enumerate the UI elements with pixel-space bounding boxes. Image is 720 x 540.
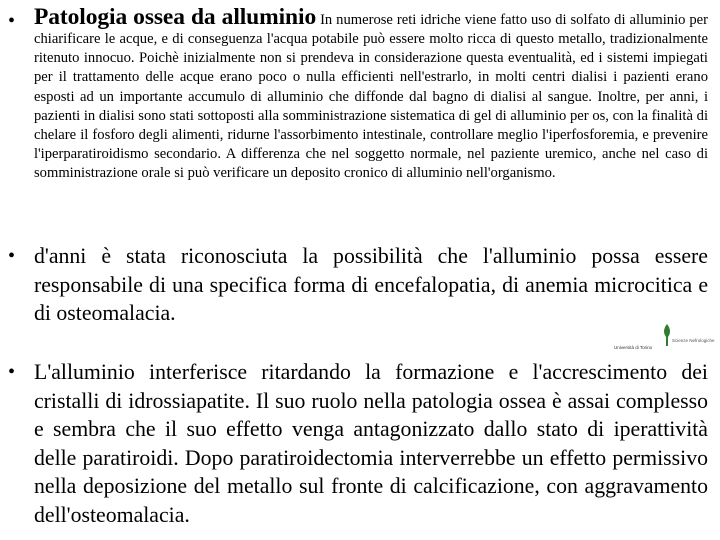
stem-icon [666,334,668,346]
university-logo [612,320,715,354]
bullet-2-paragraph: d'anni è stata riconosciuta la possibilità che l'alluminio possa essere responsabile di una specifica forma di encefalopatia, di anemia microcitica e di osteomalacia. [34,244,708,325]
bullet-marker: • [8,361,16,383]
logo-graphic [612,320,715,354]
bullet-marker: • [8,245,16,267]
bullet-1-text: In numerose reti idriche viene fatto uso di solfato di alluminio per chiarificare le acque, e di conseguenza l'acqua potabile può essere molto ricca di questo metallo, tradizionalmente ritenuto innocuo. Poichè inizialmente non si prendeva in considerazione questa eventualità, ed i sistemi impiegati per il trattamento delle acque erano poco o nulla efficienti nell'estrarlo, in molti centri dialisi i pazienti erano esposti ad un importante accumulo di alluminio che diffonde dal bagno di dialisi al sangue. Inoltre, per anni, i pazienti in dialisi sono stati sottoposti alla somministrazione sistematica di gel di alluminio per os, con la finalità di chelare il fosforo degli alimenti, ridurne l'assorbimento intestinale, controllare meglio l'iperfosforemia, e prevenire l'iperparatiroidismo secondario. A differenza che nel soggetto normale, nel paziente uremico, anche nel caso di somministrazione orale si può verificare un deposito cronico di alluminio nell'organismo. [34,12,709,182]
bullet-1-paragraph [34,4,709,183]
logo-left-text: Università di Torino [614,345,653,350]
bullet-3-paragraph: L'alluminio interferisce ritardando la formazione e l'accrescimento dei cristalli di idrossiapatite. Il suo ruolo nella patologia ossea è assai complesso e sembra che il suo effetto venga antagonizzato dallo stato di iperattività delle paratiroidi. Dopo paratiroidectomia interverrebbe un effetto permissivo nella deposizione del metallo sul fronte di calcificazione, con aggravamento dell'osteomalacia. [34,360,708,527]
bullet-1-title: Patologia ossea da alluminio [34,4,317,30]
logo-right-text: Scienze Nefrologiche [672,338,715,343]
bullet-marker: • [8,10,16,32]
